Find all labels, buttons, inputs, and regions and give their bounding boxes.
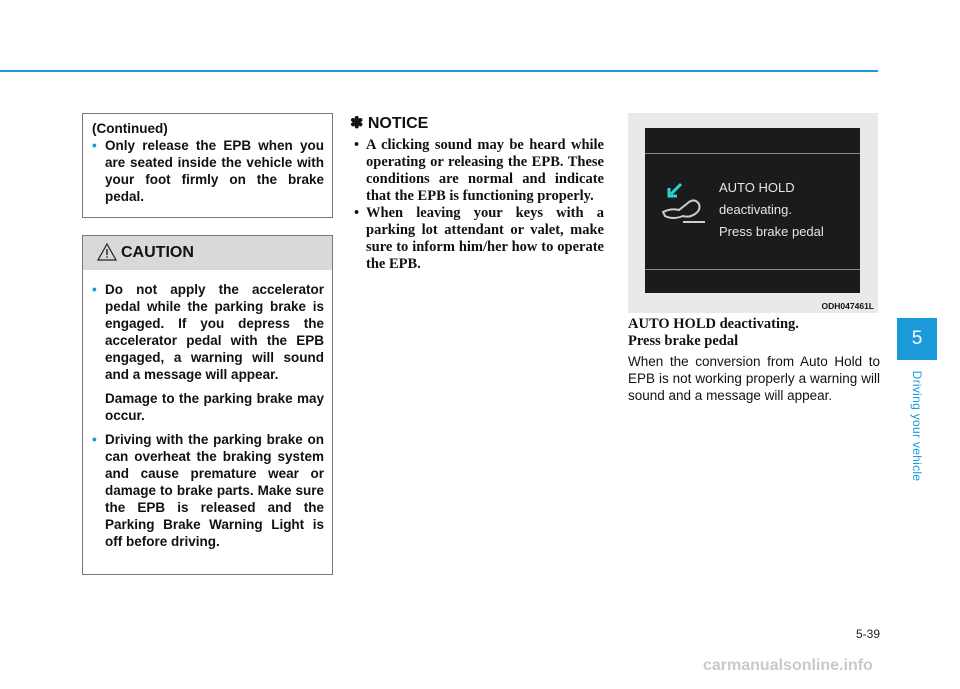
cluster-figure bbox=[628, 113, 878, 313]
caution-title: CAUTION bbox=[121, 244, 194, 261]
screen-divider bbox=[645, 153, 860, 154]
notice-heading bbox=[350, 113, 604, 133]
screen-divider bbox=[645, 269, 860, 270]
caution-bullet bbox=[92, 431, 324, 550]
continued-bullet-text: Only release the EPB when you are seated inside the vehicle with your foot firmly on the brake pedal. bbox=[105, 138, 324, 204]
notice-item-1: A clicking sound may be heard while operating or releasing the EPB. These conditions are normal and indicate that the EPB is functioning properly. bbox=[366, 137, 604, 204]
screen-line-3: Press brake pedal bbox=[719, 224, 824, 239]
bullet-icon: • bbox=[92, 432, 97, 447]
bullet-icon: • bbox=[92, 138, 97, 153]
header-rule bbox=[0, 70, 878, 72]
chapter-label: Driving your vehicle bbox=[910, 370, 924, 482]
warning-triangle-icon bbox=[97, 243, 117, 261]
notice-title: NOTICE bbox=[367, 115, 429, 132]
notice-item bbox=[350, 205, 604, 273]
continued-box bbox=[82, 113, 333, 218]
bullet-icon: • bbox=[92, 282, 97, 297]
caution-bullet-1: Do not apply the accelerator pedal while the parking brake is engaged. If you depress the accelerator pedal with the EPB engaged, a warning will sound and a message will appear. bbox=[105, 282, 324, 382]
bullet-icon: • bbox=[354, 137, 360, 153]
caution-bullet bbox=[92, 281, 324, 383]
watermark[interactable]: carmanualsonline.info bbox=[703, 657, 873, 674]
screen-line-2: deactivating. bbox=[719, 202, 792, 217]
notice-item-2: When leaving your keys with a parking lot attendant or valet, make sure to inform him/her how to operate the EPB. bbox=[366, 205, 604, 272]
caption-title-1: AUTO HOLD deactivating. bbox=[628, 316, 799, 332]
bullet-icon: • bbox=[354, 205, 360, 221]
caution-body bbox=[83, 270, 332, 550]
caution-box bbox=[82, 235, 333, 575]
notice-item bbox=[350, 137, 604, 205]
page-number: 5-39 bbox=[855, 627, 880, 641]
caution-followup: Damage to the parking brake may occur. bbox=[105, 391, 324, 423]
notice-symbol-icon: ✽ bbox=[350, 115, 364, 132]
figure-code: ODH047461L bbox=[821, 301, 874, 311]
screen-line-1: AUTO HOLD bbox=[719, 180, 795, 195]
caption-body: When the conversion from Auto Hold to EPB is not working properly a warning will sound and a message will appear. bbox=[628, 354, 880, 403]
caution-bullet-2: Driving with the parking brake on can overheat the braking system and cause premature wear or damage to brake parts. Make sure the EPB is released and the Parking Brake Warning Light is off before driving. bbox=[105, 432, 324, 549]
continued-heading: (Continued) bbox=[92, 121, 168, 136]
cluster-screen bbox=[645, 128, 860, 293]
chapter-tab[interactable]: 5 bbox=[897, 318, 937, 360]
brake-pedal-icon bbox=[659, 182, 711, 232]
caution-header bbox=[83, 236, 332, 270]
figure-caption bbox=[628, 316, 880, 404]
notice-section bbox=[350, 113, 604, 273]
continued-bullet bbox=[92, 137, 324, 205]
caption-title-2: Press brake pedal bbox=[628, 333, 739, 349]
